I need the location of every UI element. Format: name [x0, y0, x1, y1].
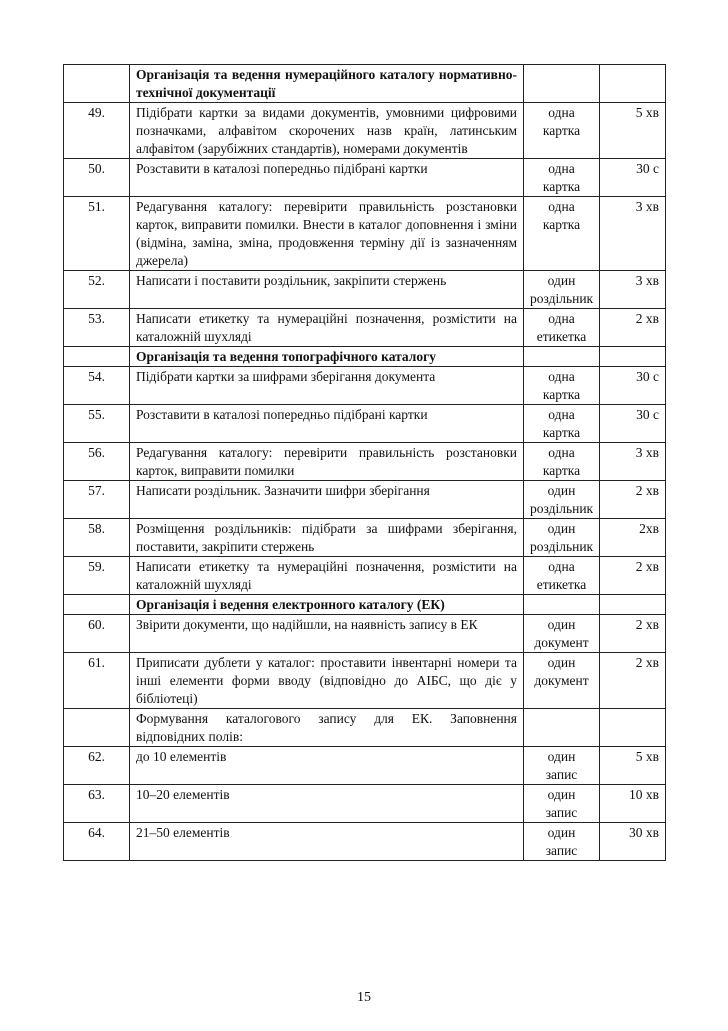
row-number: 59.	[64, 557, 130, 595]
unit-line: один	[547, 617, 576, 632]
section-row	[64, 65, 666, 103]
row-unit	[524, 443, 600, 481]
section-title: Організація і ведення електронного каталогу (ЕК)	[130, 595, 524, 615]
table-row	[64, 367, 666, 405]
unit-line: одна	[548, 199, 575, 214]
row-description: Розставити в каталозі попередньо підібрані картки	[130, 405, 524, 443]
row-number: 60.	[64, 615, 130, 653]
unit-line: документ	[534, 635, 589, 650]
row-number: 57.	[64, 481, 130, 519]
row-number: 62.	[64, 747, 130, 785]
row-description: Написати етикетку та нумераційні позначення, розмістити на каталожній шухляді	[130, 309, 524, 347]
section-row	[64, 595, 666, 615]
row-number: 54.	[64, 367, 130, 405]
unit-line: одна	[548, 407, 575, 422]
row-unit-empty	[524, 65, 600, 103]
unit-line: етикетка	[536, 577, 587, 592]
table-row	[64, 159, 666, 197]
unit-line: один	[547, 749, 576, 764]
row-time-norm: 10 хв	[600, 785, 666, 823]
row-unit-empty	[524, 709, 600, 747]
row-number: 52.	[64, 271, 130, 309]
row-number: 49.	[64, 103, 130, 159]
row-number-empty	[64, 65, 130, 103]
row-unit	[524, 159, 600, 197]
row-time-norm: 30 с	[600, 367, 666, 405]
unit-line: роздільник	[530, 501, 594, 516]
table-row	[64, 747, 666, 785]
row-description: Редагування каталогу: перевірити правильність розстановки карток, виправити помилки. Внести в каталог доповнення і зміни (відміна, заміна, зміна, продовження терміну дії із зазначенням джерела)	[130, 197, 524, 271]
row-unit-empty	[524, 347, 600, 367]
unit-line: одна	[548, 311, 575, 326]
row-time-empty	[600, 709, 666, 747]
row-time-norm: 30 с	[600, 159, 666, 197]
unit-line: картка	[542, 387, 581, 402]
table-row	[64, 557, 666, 595]
row-time-norm: 2 хв	[600, 309, 666, 347]
row-description: Приписати дублети у каталог: проставити інвентарні номери та інші елементи форми вводу (відповідно до АІБС, що діє у бібліотеці)	[130, 653, 524, 709]
row-time-norm: 2 хв	[600, 653, 666, 709]
unit-line: один	[547, 521, 576, 536]
row-time-norm: 30 с	[600, 405, 666, 443]
row-unit	[524, 823, 600, 861]
row-description: Підібрати картки за видами документів, умовними цифровими позначками, алфавітом скорочених назв країн, латинським алфавітом (зарубіжних стандартів), номерами документів	[130, 103, 524, 159]
unit-line: один	[547, 483, 576, 498]
unit-line: картка	[542, 179, 581, 194]
row-time-norm: 5 хв	[600, 747, 666, 785]
row-time-norm: 2 хв	[600, 615, 666, 653]
row-number-empty	[64, 347, 130, 367]
row-description: Розставити в каталозі попередньо підібрані картки	[130, 159, 524, 197]
table-row	[64, 823, 666, 861]
row-time-norm: 5 хв	[600, 103, 666, 159]
unit-line: одна	[548, 369, 575, 384]
unit-line: етикетка	[536, 329, 587, 344]
row-time-norm: 3 хв	[600, 271, 666, 309]
norms-table-body	[64, 65, 666, 861]
row-unit	[524, 481, 600, 519]
row-number: 56.	[64, 443, 130, 481]
row-time-empty	[600, 347, 666, 367]
row-unit	[524, 557, 600, 595]
row-unit	[524, 367, 600, 405]
row-description: 21–50 елементів	[130, 823, 524, 861]
table-row	[64, 481, 666, 519]
row-description: Редагування каталогу: перевірити правильність розстановки карток, виправити помилки	[130, 443, 524, 481]
row-number-empty	[64, 595, 130, 615]
unit-line: картка	[542, 217, 581, 232]
section-title: Організація та ведення нумераційного каталогу нормативно-технічної документації	[130, 65, 524, 103]
unit-line: одна	[548, 559, 575, 574]
row-number: 53.	[64, 309, 130, 347]
page-number: 15	[357, 990, 371, 1005]
row-unit	[524, 747, 600, 785]
unit-line: запис	[545, 843, 578, 858]
unit-line: одна	[548, 161, 575, 176]
row-description: Підібрати картки за шифрами зберігання документа	[130, 367, 524, 405]
unit-line: один	[547, 655, 576, 670]
row-description: Написати і поставити роздільник, закріпити стержень	[130, 271, 524, 309]
row-unit	[524, 519, 600, 557]
row-number: 64.	[64, 823, 130, 861]
table-row	[64, 785, 666, 823]
table-row	[64, 519, 666, 557]
unit-line: роздільник	[530, 291, 594, 306]
table-row	[64, 653, 666, 709]
row-time-norm: 3 хв	[600, 443, 666, 481]
row-number: 58.	[64, 519, 130, 557]
unit-line: один	[547, 273, 576, 288]
table-row	[64, 271, 666, 309]
table-row	[64, 309, 666, 347]
row-unit	[524, 309, 600, 347]
table-row	[64, 103, 666, 159]
unit-line: картка	[542, 123, 581, 138]
section-title: Організація та ведення топографічного каталогу	[130, 347, 524, 367]
row-description: Написати роздільник. Зазначити шифри зберігання	[130, 481, 524, 519]
unit-line: картка	[542, 463, 581, 478]
unit-line: один	[547, 825, 576, 840]
row-time-norm: 2 хв	[600, 481, 666, 519]
table-row	[64, 197, 666, 271]
row-number: 51.	[64, 197, 130, 271]
row-description: Розміщення роздільників: підібрати за шифрами зберігання, поставити, закріпити стержень	[130, 519, 524, 557]
row-unit	[524, 785, 600, 823]
unit-line: запис	[545, 805, 578, 820]
row-time-norm: 3 хв	[600, 197, 666, 271]
row-time-empty	[600, 65, 666, 103]
row-time-norm: 2 хв	[600, 557, 666, 595]
row-unit	[524, 103, 600, 159]
unit-line: роздільник	[530, 539, 594, 554]
row-unit	[524, 197, 600, 271]
unit-line: документ	[534, 673, 589, 688]
unit-line: картка	[542, 425, 581, 440]
row-description: Написати етикетку та нумераційні позначення, розмістити на каталожній шухляді	[130, 557, 524, 595]
row-time-empty	[600, 595, 666, 615]
row-unit	[524, 615, 600, 653]
row-number: 61.	[64, 653, 130, 709]
row-number: 50.	[64, 159, 130, 197]
subheader-row	[64, 709, 666, 747]
row-number: 55.	[64, 405, 130, 443]
row-description: 10–20 елементів	[130, 785, 524, 823]
unit-line: запис	[545, 767, 578, 782]
row-description: до 10 елементів	[130, 747, 524, 785]
row-description: Звірити документи, що надійшли, на наявність запису в ЕК	[130, 615, 524, 653]
unit-line: один	[547, 787, 576, 802]
subheader-text: Формування каталогового запису для ЕК. Заповнення відповідних полів:	[130, 709, 524, 747]
table-row	[64, 615, 666, 653]
row-unit	[524, 271, 600, 309]
row-number-empty	[64, 709, 130, 747]
row-unit-empty	[524, 595, 600, 615]
row-unit	[524, 405, 600, 443]
norms-table	[63, 64, 666, 861]
section-row	[64, 347, 666, 367]
table-row	[64, 443, 666, 481]
row-unit	[524, 653, 600, 709]
row-number: 63.	[64, 785, 130, 823]
row-time-norm: 30 хв	[600, 823, 666, 861]
unit-line: одна	[548, 445, 575, 460]
table-row	[64, 405, 666, 443]
row-time-norm: 2хв	[600, 519, 666, 557]
unit-line: одна	[548, 105, 575, 120]
